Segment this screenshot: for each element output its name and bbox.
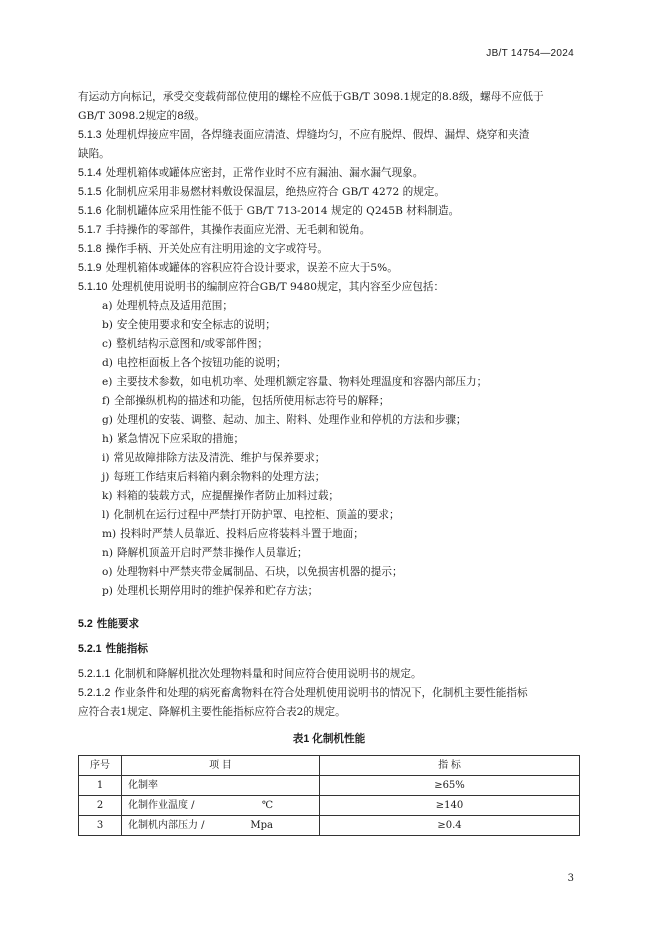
- clause-5-1-8: [78, 240, 580, 259]
- list-item-label: i): [102, 452, 110, 464]
- clause-text: 处理机箱体或罐体应密封，正常作业时不应有漏油、漏水漏气现象。: [105, 167, 424, 179]
- clause-text: 缺陷。: [78, 148, 110, 160]
- list-item: [78, 316, 580, 335]
- page-number: 3: [567, 873, 574, 884]
- list-item-text: 安全使用要求和安全标志的说明；: [116, 319, 276, 331]
- list-item: [78, 354, 580, 373]
- list-item: [78, 487, 580, 506]
- list-item: [78, 335, 580, 354]
- table-row: [79, 796, 580, 816]
- list-item-label: n): [102, 547, 113, 559]
- manual-content-list: [78, 297, 580, 601]
- list-item: [78, 373, 580, 392]
- clause-5-1-5: [78, 183, 580, 202]
- list-item: [78, 392, 580, 411]
- list-item: [78, 468, 580, 487]
- clause-5-1-3: [78, 126, 580, 145]
- list-item: [78, 525, 580, 544]
- list-item-text: 处理机的安装、调整、起动、加主、附料、处理作业和停机的方法和步骤；: [116, 414, 467, 426]
- clause-text: 应符合表1规定、降解机主要性能指标应符合表2的规定。: [78, 706, 346, 718]
- list-item-label: e): [102, 376, 113, 388]
- cell-value: ≥65%: [320, 776, 580, 796]
- table-row: [79, 816, 580, 836]
- item-text: 化制作业温度 /: [128, 800, 195, 811]
- document-body: [78, 88, 580, 836]
- list-item-text: 料箱的装载方式，应提醒操作者防止加料过载；: [116, 490, 340, 502]
- cell-value: ≥0.4: [320, 816, 580, 836]
- clause-text: 作业条件和处理的病死畜禽物料在符合处理机使用说明书的情况下，化制机主要性能指标: [114, 687, 528, 699]
- item-unit: ℃: [261, 800, 273, 811]
- list-item: [78, 411, 580, 430]
- clause-number: 5.1.9: [78, 262, 102, 274]
- clause-number: 5.1.4: [78, 167, 102, 179]
- list-item-label: j): [102, 471, 110, 483]
- cell-value: ≥140: [320, 796, 580, 816]
- list-item-label: o): [102, 566, 113, 578]
- clause-text: 手持操作的零部件，其操作表面应光滑、无毛刺和锐角。: [105, 224, 371, 236]
- clause-text: 化制机应采用非易燃材料敷设保温层，绝热应符合 GB/T 4272 的规定。: [105, 186, 445, 198]
- list-item: [78, 430, 580, 449]
- clause-5-1-6: [78, 202, 580, 221]
- list-item-text: 处理机特点及适用范围；: [116, 300, 233, 312]
- clause-number: 5.1.3: [78, 129, 102, 141]
- list-item-text: 常见故障排除方法及清洗、维护与保养要求；: [113, 452, 326, 464]
- list-item-text: 降解机顶盖开启时严禁非操作人员靠近；: [116, 547, 308, 559]
- list-item-text: 投料时严禁人员靠近、投料后应将装料斗置于地面；: [120, 528, 364, 540]
- item-unit: Mpa: [250, 820, 273, 831]
- cell-no: 3: [79, 816, 122, 836]
- column-header-item: 项 目: [122, 756, 320, 776]
- list-item-label: b): [102, 319, 113, 331]
- clause-text: 处理机使用说明书的编制应符合GB/T 9480规定，其内容至少应包括：: [111, 281, 445, 293]
- list-item: [78, 297, 580, 316]
- list-item-label: c): [102, 338, 113, 350]
- clause-number: 5.1.7: [78, 224, 102, 236]
- list-item-label: k): [102, 490, 113, 502]
- clause-number: 5.1.6: [78, 205, 102, 217]
- section-number: 5.2: [78, 618, 93, 630]
- cell-item: [122, 816, 320, 836]
- item-text: 化制率: [128, 780, 158, 791]
- cell-item: [122, 796, 320, 816]
- list-item-label: g): [102, 414, 113, 426]
- clause-number: 5.2.1.1: [78, 668, 111, 680]
- section-title: 性能指标: [105, 643, 148, 655]
- table-row: [79, 776, 580, 796]
- list-item-text: 化制机在运行过程中严禁打开防护罩、电控柜、顶盖的要求；: [113, 509, 400, 521]
- cell-item: [122, 776, 320, 796]
- list-item-text: 每班工作结束后料箱内剩余物料的处理方法；: [113, 471, 326, 483]
- clause-text: 处理机焊接应牢固，各焊缝表面应清渣、焊缝均匀，不应有脱焊、假焊、漏焊、烧穿和夹渣: [105, 129, 530, 141]
- clause-number: 5.1.5: [78, 186, 102, 198]
- document-header-id: JB/T 14754—2024: [486, 48, 574, 59]
- clause-5-2-1-2-cont: [78, 703, 580, 722]
- column-header-no: 序号: [79, 756, 122, 776]
- list-item: [78, 506, 580, 525]
- clause-5-2-1-2: [78, 684, 580, 703]
- list-item-label: l): [102, 509, 110, 521]
- clause-number: 5.1.8: [78, 243, 102, 255]
- list-item-text: 处理机长期停用时的维护保养和贮存方法；: [116, 585, 319, 597]
- list-item-text: 电控柜面板上各个按钮功能的说明；: [116, 357, 287, 369]
- performance-table: [78, 755, 580, 836]
- clause-5-1-7: [78, 221, 580, 240]
- clause-5-1-9: [78, 259, 580, 278]
- section-title: 性能要求: [96, 618, 140, 630]
- clause-text: 化制机罐体应采用性能不低于 GB/T 713-2014 规定的 Q245B 材料制造。: [105, 205, 460, 217]
- clauses-5-1: [78, 126, 580, 297]
- list-item-text: 整机结构示意图和/或零部件图；: [116, 338, 268, 350]
- list-item-label: a): [102, 300, 113, 312]
- clause-text: 处理机箱体或罐体的容积应符合设计要求，误差不应大于5%。: [105, 262, 398, 274]
- clause-5-1-4: [78, 164, 580, 183]
- table-header-row: [79, 756, 580, 776]
- list-item-label: p): [102, 585, 113, 597]
- cell-no: 2: [79, 796, 122, 816]
- list-item: [78, 582, 580, 601]
- list-item: [78, 563, 580, 582]
- column-header-value: 指 标: [320, 756, 580, 776]
- list-item-label: h): [102, 433, 113, 445]
- clause-text: 操作手柄、开关处应有注明用途的文字或符号。: [105, 243, 329, 255]
- clause-number: 5.1.10: [78, 281, 108, 293]
- list-item: [78, 544, 580, 563]
- list-item-label: m): [102, 528, 117, 540]
- table-caption: 表1 化制机性能: [292, 733, 366, 745]
- list-item-text: 紧急情况下应采取的措施；: [116, 433, 245, 445]
- list-item-text: 处理物料中严禁夹带金属制品、石块，以免损害机器的提示；: [116, 566, 403, 578]
- clause-text: 化制机和降解机批次处理物料量和时间应符合使用说明书的规定。: [114, 668, 422, 680]
- list-item: [78, 449, 580, 468]
- intro-line-1: 有运动方向标记，承受交变载荷部位使用的螺栓不应低于GB/T 3098.1规定的8.8级，螺母不应低于: [78, 91, 544, 103]
- clause-number: 5.2.1.2: [78, 687, 111, 699]
- clause-5-1-3-cont: [78, 145, 580, 164]
- clause-5-2-1-1: [78, 665, 580, 684]
- clause-5-1-10: [78, 278, 580, 297]
- list-item-text: 主要技术参数，如电机功率、处理机额定容量、物料处理温度和容器内部压力；: [116, 376, 488, 388]
- section-heading-5-2: [78, 615, 580, 634]
- section-number: 5.2.1: [78, 643, 102, 655]
- list-item-label: f): [102, 395, 111, 407]
- section-heading-5-2-1: [78, 640, 580, 659]
- item-text: 化制机内部压力 /: [128, 820, 205, 831]
- cell-no: 1: [79, 776, 122, 796]
- list-item-label: d): [102, 357, 113, 369]
- intro-line-2: GB/T 3098.2规定的8级。: [78, 110, 206, 122]
- list-item-text: 全部操纵机构的描述和功能，包括所使用标志符号的解释；: [114, 395, 390, 407]
